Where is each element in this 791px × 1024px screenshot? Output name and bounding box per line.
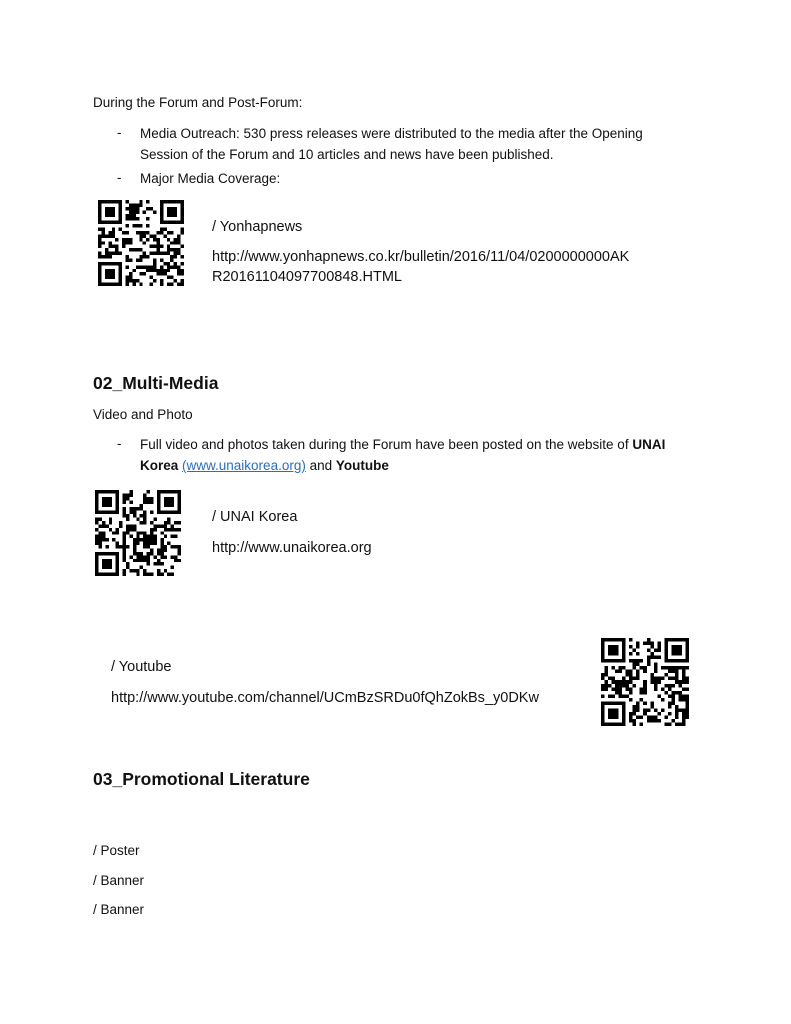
- full-video-line1: [140, 436, 665, 453]
- qr-code-yonhap[interactable]: [98, 200, 184, 286]
- full-video-line2: [140, 457, 389, 474]
- video-photo-subheading: Video and Photo: [93, 407, 193, 422]
- full-video-text: Full video and photos taken during the Forum have been posted on the website of: [140, 437, 633, 452]
- multi-media-heading: 02_Multi-Media: [93, 373, 219, 393]
- forum-intro: During the Forum and Post-Forum:: [93, 95, 303, 110]
- qr-pattern: [95, 490, 181, 576]
- unaikorea-link[interactable]: (www.unaikorea.org): [182, 458, 306, 473]
- youtube-url[interactable]: http://www.youtube.com/channel/UCmBzSRDu0fQhZokBs_y0DKw: [111, 690, 539, 706]
- qr-pattern: [601, 638, 689, 726]
- qr-pattern: [98, 200, 184, 286]
- yonhap-label: / Yonhapnews: [212, 219, 303, 235]
- yonhap-url-line1[interactable]: http://www.yonhapnews.co.kr/bulletin/2016/11/04/0200000000AK: [212, 249, 630, 265]
- promotional-literature-heading: 03_Promotional Literature: [93, 769, 310, 789]
- poster-item: / Poster: [93, 843, 140, 858]
- unai-url[interactable]: http://www.unaikorea.org: [212, 540, 372, 556]
- yonhap-url-line2[interactable]: R20161104097700848.HTML: [212, 269, 402, 285]
- banner-item-1: / Banner: [93, 873, 145, 888]
- unai-bold: UNAI: [632, 437, 666, 452]
- media-outreach-line1: Media Outreach: 530 press releases were distributed to the media after the Opening: [140, 126, 643, 141]
- korea-bold: Korea: [140, 458, 179, 473]
- bullet-dash: -: [117, 436, 122, 451]
- bullet-dash: -: [117, 125, 122, 140]
- and-text: and: [305, 458, 336, 473]
- qr-code-unai[interactable]: [95, 490, 181, 576]
- qr-code-youtube[interactable]: [601, 638, 689, 726]
- bullet-dash: -: [117, 170, 122, 185]
- unai-label: / UNAI Korea: [212, 509, 298, 525]
- media-outreach-line2: Session of the Forum and 10 articles and news have been published.: [140, 147, 554, 162]
- major-media-coverage: Major Media Coverage:: [140, 171, 281, 186]
- youtube-bold: Youtube: [335, 458, 389, 473]
- banner-item-2: / Banner: [93, 902, 145, 917]
- youtube-label: / Youtube: [111, 659, 172, 675]
